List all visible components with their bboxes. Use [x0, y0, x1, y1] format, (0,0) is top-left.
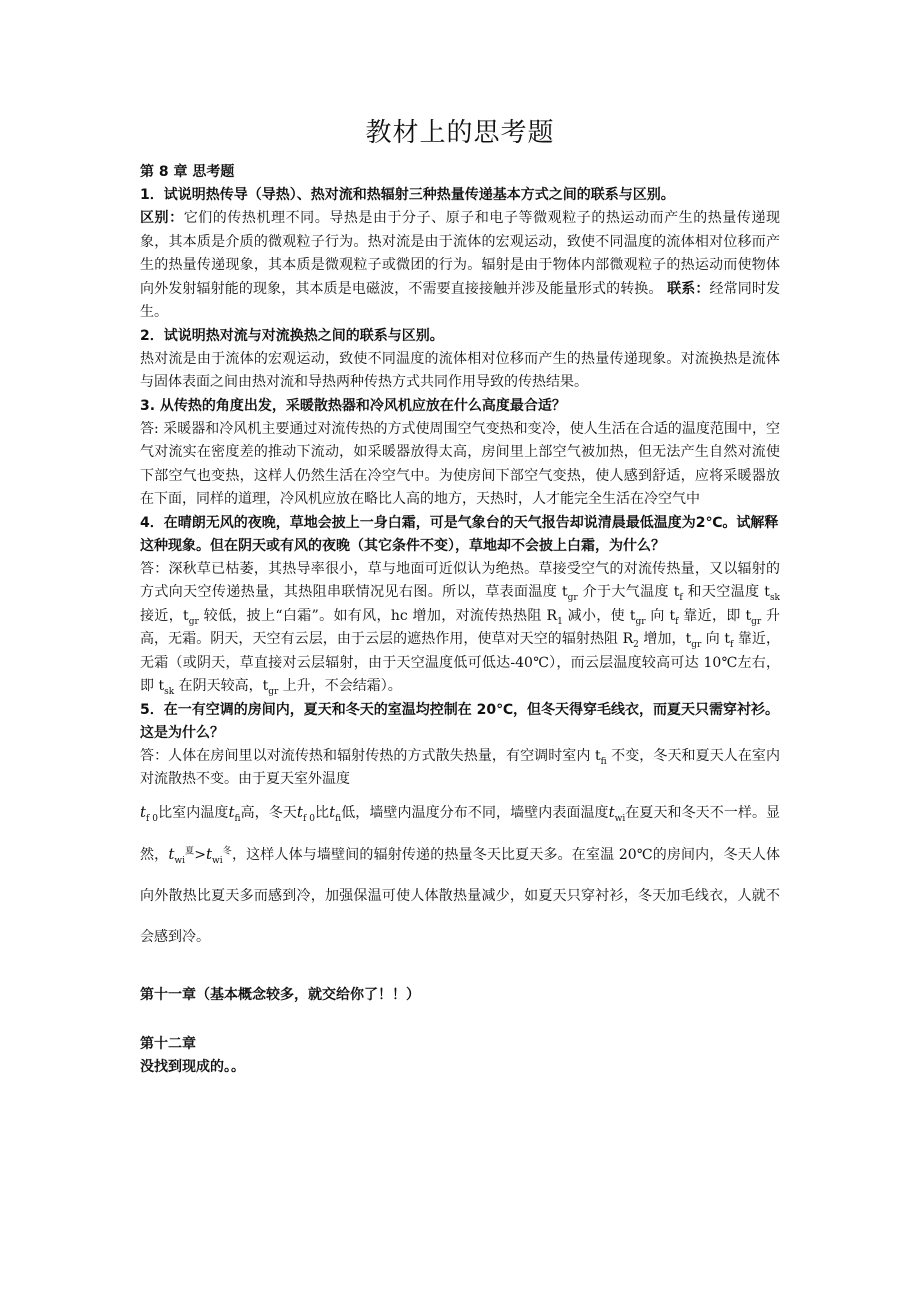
- a5-text: 高，冬天: [240, 804, 297, 821]
- math-sub: fi: [335, 813, 342, 824]
- a5-text: 低，墙壁内温度分布不同，墙壁内表面温度: [341, 804, 609, 821]
- a4-text: 靠近，无霜（或阴天，草直接对云层辐射，由于天空温度低可低达-40℃），而云层温度较高可达 10℃左右，即 t: [140, 631, 780, 694]
- a4-text: 介于大气温度 t: [577, 584, 680, 600]
- math-sup: 冬: [222, 845, 232, 856]
- math-t: t: [228, 802, 235, 821]
- math-t: t: [608, 802, 615, 821]
- inequality-formula: [168, 844, 232, 866]
- a4-sub: f: [679, 592, 683, 603]
- a4-sub: sk: [164, 686, 175, 697]
- math-sub: wi: [212, 855, 223, 866]
- question-2: 2．试说明热对流与对流换热之间的联系与区别。: [140, 327, 444, 344]
- question-4: 4．在晴朗无风的夜晚，草地会披上一身白霜，可是气象台的天气报告却说清晨最低温度为2℃。试解释这种现象。但在阴天或有风的夜晚（其它条件不变），草地却不会披上白霜，为什么？: [140, 514, 779, 554]
- math-t: t: [296, 802, 303, 821]
- math-t: t: [140, 802, 147, 821]
- math-sub: fi: [234, 813, 241, 824]
- a4-sub: 1: [557, 616, 563, 627]
- a4-text: 和天空温度 t: [682, 584, 770, 600]
- document-page: [140, 112, 780, 1079]
- answer-3: 答: 采暖器和冷风机主要通过对流传热的方式使周围空气变热和变冷，使人生活在合适的温度范围中，空气对流实在密度差的推动下流动，如采暖器放得太高，房间里上部空气被加热，但无法产生自然对流使下部空气也变热，这样人仍然生活在冷空气中。为使房间下部空气变热，使人感到舒适，应将采暖器放在下面，同样的道理，冷风机应放在略比人高的地方，天热时，人才能完全生活在冷空气中: [140, 420, 780, 507]
- math-t: t: [206, 844, 213, 863]
- a4-sub: gr: [635, 616, 646, 627]
- math-sub: wi: [174, 855, 185, 866]
- a4-text: 上升，不会结霜）。: [278, 678, 402, 694]
- a4-sub: sk: [769, 592, 781, 603]
- a5-text: 答：人体在房间里以对流传热和辐射传热的方式散失热量，有空调时室内 t: [140, 747, 601, 764]
- math-gt: >: [194, 846, 207, 863]
- a4-text: 靠近，即 t: [678, 607, 752, 624]
- a5-sub: fi: [600, 756, 607, 767]
- a5-text: ，这样人体与墙壁间的辐射传递的热量冬天比夏天多。在室温 20℃的房间内，冬天人体向外散热比夏天多而感到冷，加强保温可使人体散热量减少，如夏天只穿衬衫，冬天加毛线衣，人就不会感到冷。: [140, 846, 780, 945]
- chapter-12-text: 没找到现成的。。: [140, 1058, 245, 1075]
- a4-text: 减小，使 t: [562, 607, 636, 624]
- a4-text: 向 t: [645, 607, 676, 624]
- a4-sub: f: [675, 616, 679, 627]
- a4-sub: f: [730, 639, 734, 650]
- question-5: 5．在一有空调的房间内，夏天和冬天的室温均控制在 20℃，但冬天得穿毛线衣，而夏天只需穿衬衫。这是为什么？: [140, 701, 780, 741]
- answer-1-label: 区别：: [140, 210, 184, 226]
- answer-2: 热对流是由于流体的宏观运动，致使不同温度的流体相对位移而产生的热量传递现象。对流换热是流体与固体表面之间由热对流和导热两种传热方式共同作用导致的传热结果。: [140, 350, 780, 390]
- a4-sub: gr: [268, 686, 279, 697]
- answer-1-link-label: 联系：: [667, 280, 710, 297]
- math-sub: f 0: [146, 813, 159, 824]
- a5-text: 比室内温度: [158, 804, 229, 821]
- answer-5-part-2: [140, 792, 780, 958]
- a4-sub: gr: [751, 616, 762, 627]
- a4-sub: gr: [188, 616, 199, 627]
- answer-4: [140, 558, 780, 699]
- math-sub: f 0: [302, 813, 315, 824]
- a4-sub: 2: [633, 639, 639, 650]
- a4-text: 答：深秋草已枯萎，其热导率很小，草与地面可近似认为绝热。草接受空气的对流传热量，又以辐射的方式向天空传递热量，其热阻串联情况见右图。所以，草表面温度 t: [140, 560, 780, 600]
- a4-sub: gr: [567, 592, 578, 603]
- chapter-12-heading: 第十二章: [140, 1035, 196, 1052]
- a5-text: 在夏天和冬天不一样。显然，: [140, 804, 781, 863]
- answer-1-text: 它们的传热机理不同。导热是由于分子、原子和电子等微观粒子的热运动而产生的热量传递现象，其本质是介质的微观粒子行为。热对流是由于流体的宏观运动，致使不同温度的流体相对位移而产生的热量传递现象，其本质是微观粒子或微团的行为。辐射是由于物体内部微观粒子的热运动而使物体向外发射辐射能的现象，其本质是电磁波，不需要直接接触并涉及能量形式的转换。: [140, 210, 781, 297]
- a4-text: 在阴天较高，t: [174, 678, 269, 694]
- chapter-8-heading: 第 8 章 思考题: [140, 164, 235, 180]
- spacer: [140, 958, 780, 984]
- a4-text: 接近，t: [140, 607, 189, 624]
- question-1: 1．试说明热传导（导热）、热对流和热辐射三种热量传递基本方式之间的联系与区别。: [140, 187, 675, 203]
- a4-sub: gr: [691, 639, 702, 650]
- answer-1-link-text: 经常同时发生。: [140, 280, 781, 320]
- answer-1: [140, 207, 780, 325]
- chapter-11-heading: 第十一章（基本概念较多，就交给你了！！）: [140, 986, 420, 1003]
- math-sup: 夏: [184, 845, 195, 856]
- a5-text: 不变，冬天和夏天人在室内对流散热不变。由于夏天室外温度: [140, 747, 780, 787]
- math-t: t: [329, 802, 336, 821]
- question-3: 3. 从传热的角度出发，采暖散热器和冷风机应放在什么高度最合适？: [140, 397, 566, 414]
- math-t: t: [168, 844, 175, 863]
- a4-text: 较低，披上“白霜”。如有风，hc 增加，对流传热热阻 R: [198, 607, 558, 624]
- spacer: [140, 1007, 780, 1033]
- page-title: 教材上的思考题: [365, 118, 555, 148]
- answer-5-part-1: [140, 745, 780, 792]
- a4-text: 向 t: [701, 631, 731, 647]
- a4-text: 升高，无霜。阴天，天空有云层，由于云层的遮热作用，使草对天空的辐射热阻 R: [140, 607, 781, 647]
- a5-text: 比: [314, 804, 330, 821]
- math-sub: wi: [614, 813, 626, 824]
- a4-text: 增加，t: [638, 631, 692, 647]
